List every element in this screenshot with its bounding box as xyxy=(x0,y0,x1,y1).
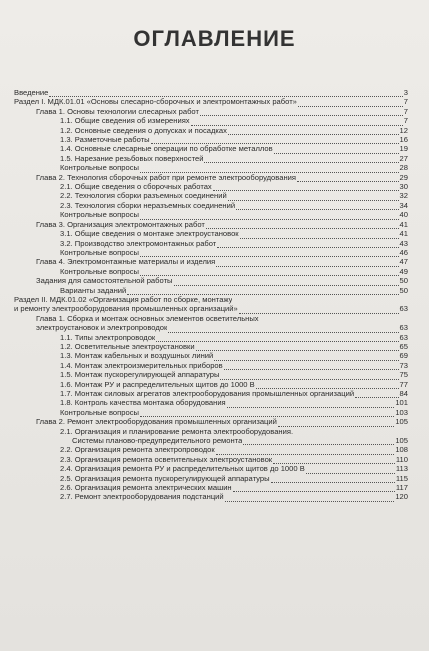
toc-entry-title: Глава 3. Организация электромонтажных работ xyxy=(36,219,205,229)
dot-leader xyxy=(233,484,395,492)
dot-leader xyxy=(196,343,399,351)
dot-leader xyxy=(278,419,394,427)
toc-entry-page: 16 xyxy=(399,135,408,145)
toc-entry-title: 1.4. Основные слесарные операции по обработке металлов xyxy=(60,144,273,154)
toc-entry-page: 105 xyxy=(395,436,408,446)
toc-entry-page: 41 xyxy=(399,229,408,239)
toc-entry-page: 41 xyxy=(399,219,408,229)
toc-entry-page: 63 xyxy=(399,332,408,342)
toc-entry-title: 1.3. Монтаж кабельных и воздушных линий xyxy=(60,351,214,361)
toc-entry-title: 2.2. Технология сборки разъемных соединений xyxy=(60,191,227,201)
toc-entry xyxy=(14,398,408,407)
toc-entry xyxy=(14,389,408,398)
toc-entry-title: Системы планово-предупредительного ремонта xyxy=(72,436,243,446)
toc-entry-page: 12 xyxy=(399,125,408,135)
dot-leader xyxy=(298,99,403,107)
toc-entry-title: 2.3. Организация ремонта осветительных электроустановок xyxy=(60,454,273,464)
dot-leader xyxy=(228,193,399,201)
toc-entry-title: и ремонту электрооборудования промышленных организаций» xyxy=(14,304,238,314)
toc-entry xyxy=(14,370,408,379)
dot-leader xyxy=(140,212,399,220)
toc-entry-page: 7 xyxy=(403,116,408,126)
toc-entry xyxy=(14,342,408,351)
toc-entry-page: 69 xyxy=(399,351,408,361)
toc-entry xyxy=(14,173,408,182)
toc-entry xyxy=(14,126,408,135)
toc-entry xyxy=(14,116,408,125)
dot-leader xyxy=(127,287,398,295)
toc-entry-page: 103 xyxy=(395,407,408,417)
toc-entry-page: 40 xyxy=(399,210,408,220)
toc-entry-title: Раздел I. МДК.01.01 «Основы слесарно-сборочных и электромонтажных работ» xyxy=(14,97,297,107)
dot-leader xyxy=(206,221,399,229)
toc-entry-page: 77 xyxy=(399,379,408,389)
toc-entry-title: 2.6. Организация ремонта электрических машин xyxy=(60,483,232,493)
toc-entry-page: 46 xyxy=(399,247,408,257)
toc-entry-page: 7 xyxy=(403,97,408,107)
toc-entry-title: 2.1. Организация и планирование ремонта электрооборудования. xyxy=(60,426,294,436)
dot-leader xyxy=(224,362,399,370)
toc-entry xyxy=(14,107,408,116)
toc-entry xyxy=(14,474,408,483)
toc-entry xyxy=(14,135,408,144)
dot-leader xyxy=(273,456,395,464)
toc-entry-title: 3.1. Общие сведения о монтаже электроустановок xyxy=(60,229,239,239)
toc-entry xyxy=(14,182,408,191)
toc-entry xyxy=(14,191,408,200)
dot-leader xyxy=(228,127,399,135)
dot-leader xyxy=(274,146,399,154)
toc-entry-page: 120 xyxy=(395,492,408,502)
toc-entry xyxy=(14,97,408,106)
toc-entry-title: 1.5. Монтаж пускорегулирующей аппаратуры xyxy=(60,370,220,380)
toc-entry-title: 1.7. Монтаж силовых агрегатов электрооборудования промышленных организаций xyxy=(60,389,355,398)
dot-leader xyxy=(239,306,399,314)
toc-entry-title: Глава 1. Сборка и монтаж основных элементов осветительных xyxy=(36,313,259,323)
toc-entry xyxy=(14,163,408,172)
toc-entry xyxy=(14,323,408,332)
dot-leader xyxy=(191,118,403,126)
toc-entry-title: 1.2. Осветительные электроустановки xyxy=(60,341,195,351)
toc-entry-page: 105 xyxy=(395,417,408,427)
toc-entry-title: Глава 1. Основы технологии слесарных работ xyxy=(36,106,199,116)
toc-entry-title: Контрольные вопросы xyxy=(60,163,139,173)
toc-entry xyxy=(14,408,408,417)
toc-entry xyxy=(14,417,408,426)
toc-entry-page: 43 xyxy=(399,238,408,248)
toc-entry xyxy=(14,210,408,219)
toc-entry-title: 2.3. Технология сборки неразъемных соединений xyxy=(60,200,236,210)
toc-entry-page: 113 xyxy=(395,464,408,474)
toc-entry xyxy=(14,220,408,229)
toc-entry-page: 28 xyxy=(399,163,408,173)
dot-leader xyxy=(256,381,399,389)
toc-entry-page: 49 xyxy=(399,266,408,276)
toc-entry-title: 1.3. Разметочные работы xyxy=(60,135,150,145)
toc-entry xyxy=(14,229,408,238)
toc-entry-title: 1.4. Монтаж электроизмерительных приборов xyxy=(60,360,223,370)
toc-entry xyxy=(14,286,408,295)
toc-entry-title: Глава 2. Технология сборочных работ при ремонте электрооборудования xyxy=(36,172,296,182)
toc-entry-title: 1.2. Основные сведения о допусках и посадках xyxy=(60,125,227,135)
toc-entry-title: 2.2. Организация ремонта электропроводок xyxy=(60,445,215,455)
dot-leader xyxy=(220,372,398,380)
toc-entry xyxy=(14,333,408,342)
dot-leader xyxy=(174,278,399,286)
toc-entry-title: Глава 4. Электромонтажные материалы и изделия xyxy=(36,257,216,267)
dot-leader xyxy=(140,165,399,173)
dot-leader xyxy=(271,475,395,483)
dot-leader xyxy=(200,108,403,116)
toc-entry xyxy=(14,445,408,454)
toc-entry-page: 3 xyxy=(403,88,408,97)
toc-entry-title: 2.5. Организация ремонта пускорегулирующей аппаратуры xyxy=(60,473,270,483)
toc-entry xyxy=(14,492,408,501)
toc-entry xyxy=(14,201,408,210)
toc-entry xyxy=(14,436,408,445)
dot-leader xyxy=(227,400,395,408)
toc-entry xyxy=(14,314,408,323)
dot-leader xyxy=(306,466,395,474)
toc-entry xyxy=(14,380,408,389)
toc-entry-page: 29 xyxy=(399,172,408,182)
dot-leader xyxy=(243,437,394,445)
toc-entry xyxy=(14,88,408,97)
toc-entry xyxy=(14,276,408,285)
toc-entry-title: 1.8. Контроль качества монтажа оборудования xyxy=(60,398,226,408)
toc-entry-page: 101 xyxy=(395,398,408,408)
toc-entry-title: Глава 2. Ремонт электрооборудования промышленных организаций xyxy=(36,417,277,427)
toc-entry xyxy=(14,295,408,304)
dot-leader xyxy=(236,202,398,210)
toc-entry-title: 1.6. Монтаж РУ и распределительных щитов до 1000 В xyxy=(60,379,255,389)
dot-leader xyxy=(217,240,398,248)
toc-entry-page: 75 xyxy=(399,370,408,380)
toc-entry-title: Контрольные вопросы xyxy=(60,247,139,257)
toc-entry-page: 50 xyxy=(399,276,408,286)
toc-entry-title: Задания для самостоятельной работы xyxy=(36,276,173,286)
toc-entry-title: Контрольные вопросы xyxy=(60,210,139,220)
toc-entry-page: 73 xyxy=(399,360,408,370)
toc-entry-title: электроустановок и электропроводок xyxy=(36,323,168,333)
dot-leader xyxy=(213,183,399,191)
toc-entry xyxy=(14,154,408,163)
toc-entry-page: 47 xyxy=(399,257,408,267)
toc-entry-page: 115 xyxy=(395,473,408,483)
dot-leader xyxy=(151,136,399,144)
toc-entry-title: Раздел II. МДК.01.02 «Организация работ по сборке, монтажу xyxy=(14,294,233,304)
dot-leader xyxy=(156,334,398,342)
toc-entry-title: 1.5. Нарезание резьбовых поверхностей xyxy=(60,153,204,163)
toc-entry-title: 1.1. Типы электропроводок xyxy=(60,332,156,342)
toc-entry-page: 84 xyxy=(399,389,408,398)
dot-leader xyxy=(204,155,398,163)
toc-entry xyxy=(14,267,408,276)
toc-entry-page: 65 xyxy=(399,341,408,351)
table-of-contents xyxy=(14,88,408,502)
toc-entry-page: 32 xyxy=(399,191,408,201)
toc-entry-page: 34 xyxy=(399,200,408,210)
dot-leader xyxy=(214,353,398,361)
toc-entry-page: 63 xyxy=(399,323,408,333)
toc-entry xyxy=(14,361,408,370)
toc-entry xyxy=(14,257,408,266)
dot-leader xyxy=(216,259,398,267)
toc-entry-title: Контрольные вопросы xyxy=(60,266,139,276)
toc-entry xyxy=(14,248,408,257)
toc-entry-title: 2.4. Организация ремонта РУ и распределительных щитов до 1000 В xyxy=(60,464,305,474)
dot-leader xyxy=(140,409,394,417)
dot-leader xyxy=(140,268,399,276)
toc-entry-page: 50 xyxy=(399,285,408,295)
toc-entry-title: 3.2. Производство электромонтажных работ xyxy=(60,238,217,248)
dot-leader xyxy=(140,249,399,257)
toc-entry xyxy=(14,239,408,248)
dot-leader xyxy=(168,325,398,333)
toc-entry-page: 30 xyxy=(399,182,408,192)
toc-entry-title: Контрольные вопросы xyxy=(60,407,139,417)
toc-entry xyxy=(14,464,408,473)
toc-entry xyxy=(14,427,408,436)
page-title: ОГЛАВЛЕНИЕ xyxy=(133,26,296,51)
dot-leader xyxy=(240,231,399,239)
toc-entry-page: 117 xyxy=(395,483,408,493)
toc-entry-page: 108 xyxy=(395,445,408,455)
dot-leader xyxy=(225,494,395,502)
dot-leader xyxy=(297,174,399,182)
toc-entry xyxy=(14,455,408,464)
toc-entry-title: Введение xyxy=(14,88,49,97)
toc-entry-page: 7 xyxy=(403,106,408,116)
toc-entry-page: 27 xyxy=(399,153,408,163)
toc-entry-page: 110 xyxy=(395,454,408,464)
dot-leader xyxy=(355,390,398,398)
toc-entry xyxy=(14,144,408,153)
toc-entry xyxy=(14,351,408,360)
toc-entry-page: 63 xyxy=(399,304,408,314)
toc-entry-title: 1.1. Общие сведения об измерениях xyxy=(60,116,190,126)
dot-leader xyxy=(49,89,402,97)
toc-entry-title: 2.1. Общие сведения о сборочных работах xyxy=(60,182,212,192)
toc-entry xyxy=(14,304,408,313)
toc-entry xyxy=(14,483,408,492)
toc-entry-title: 2.7. Ремонт электрооборудования подстанций xyxy=(60,492,224,502)
dot-leader xyxy=(216,447,395,455)
toc-entry-page: 19 xyxy=(399,144,408,154)
toc-entry-title: Варианты заданий xyxy=(60,285,127,295)
